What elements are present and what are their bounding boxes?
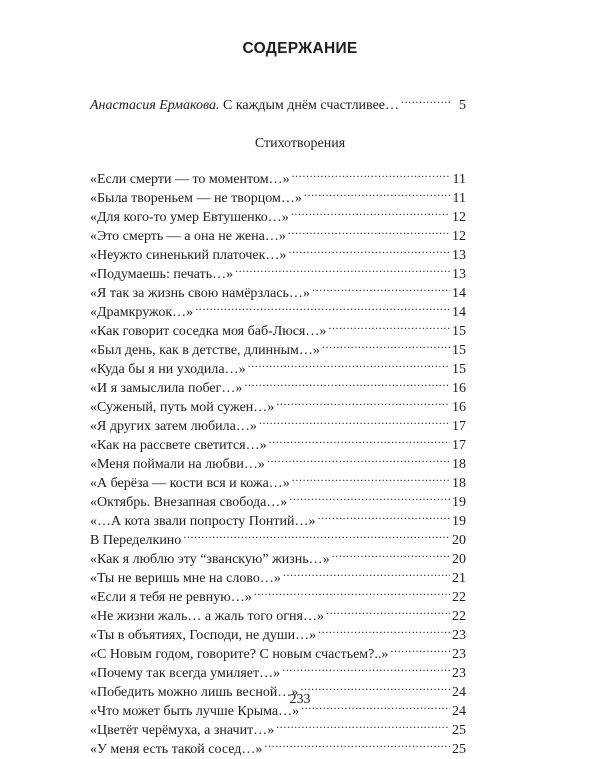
toc-entry-title: «Была твореньем — не творцом…» — [90, 191, 302, 206]
toc-entry-page: 24 — [452, 685, 466, 700]
toc-entry-title: «Октябрь. Внезапная свобода…» — [90, 495, 288, 510]
toc-entry-page: 12 — [452, 229, 466, 244]
toc-entry-title: «Что может быть лучше Крыма…» — [90, 704, 300, 719]
dot-leader — [326, 601, 450, 620]
toc-intro-entry — [90, 90, 466, 113]
toc-entry-page: 19 — [452, 514, 466, 529]
toc-entry-page: 22 — [452, 590, 466, 605]
toc-entry-title: «Неужто синенький платочек…» — [90, 248, 287, 263]
toc-intro-text: С каждым днём счастливее… — [223, 98, 399, 113]
dot-leader — [312, 278, 450, 297]
dot-leader — [291, 202, 450, 221]
dot-leader — [267, 449, 450, 468]
toc-entry-page: 12 — [452, 210, 466, 225]
toc-entry-page: 23 — [452, 666, 466, 681]
dot-leader — [235, 259, 450, 278]
toc-entry-title: «Ты не веришь мне на слово…» — [90, 571, 281, 586]
toc-entry-title: «У меня есть такой сосед…» — [90, 742, 263, 757]
toc-entry-title: «Победить можно лишь весной…» — [90, 685, 299, 700]
toc-entry-title: «И я замыслила побег…» — [90, 381, 243, 396]
toc-entry-title: «Почему так всегда умиляет…» — [90, 666, 281, 681]
toc-entry-title: «Суженый, путь мой сужен…» — [90, 400, 275, 415]
toc-entry-title: «Цветёт черёмуха, а значит…» — [90, 723, 275, 738]
dot-leader — [317, 506, 450, 525]
section-title: Стихотворения — [254, 136, 346, 151]
toc-entry-page: 11 — [452, 191, 466, 206]
dot-leader — [332, 544, 450, 563]
toc-entry-title: В Переделкино — [90, 533, 182, 548]
toc-entry-page: 22 — [452, 609, 466, 624]
toc-entry-title: «…А кота звали попросту Понтий…» — [90, 514, 316, 529]
toc-entry-title: «Для кого-то умер Евтушенко…» — [90, 210, 289, 225]
toc-entry-page: 11 — [452, 172, 466, 187]
toc-entry-title: «Это смерть — а она не жена…» — [90, 229, 286, 244]
toc-entry-page: 13 — [452, 248, 466, 263]
toc-entry-page: 14 — [452, 305, 466, 320]
dot-leader — [254, 582, 450, 601]
toc-entry-title: «Меня поймали на любви…» — [90, 457, 265, 472]
toc-entry-page: 16 — [452, 400, 466, 415]
toc-entry-page: 20 — [452, 533, 466, 548]
toc-entry-title: «Драмкружок…» — [90, 305, 194, 320]
toc-entry-page: 25 — [452, 723, 466, 738]
dot-leader — [318, 620, 450, 639]
dot-leader — [292, 164, 450, 183]
toc-entry-title: «Не жизни жаль… а жаль того огня…» — [90, 609, 324, 624]
toc-entry-title: «Я других затем любила…» — [90, 419, 257, 434]
toc-intro-page: 5 — [459, 98, 466, 113]
dot-leader — [288, 240, 450, 259]
dot-leader — [244, 373, 450, 392]
toc-entry-page: 16 — [452, 381, 466, 396]
toc-entry-title: «Был день, как в детстве, длинным…» — [90, 343, 320, 358]
dot-leader — [390, 639, 450, 658]
toc-entry-page: 18 — [452, 457, 466, 472]
dot-leader — [304, 183, 450, 202]
dot-leader — [328, 316, 450, 335]
toc-entry-page: 17 — [452, 438, 466, 453]
toc-entry-page: 15 — [452, 343, 466, 358]
dot-leader — [282, 658, 450, 677]
toc-entry-title: «А берёза — кости вся и кожа…» — [90, 476, 290, 491]
toc-entry-title: «Я так за жизнь свою намёрзлась…» — [90, 286, 310, 301]
toc-entry-page: 21 — [452, 571, 466, 586]
dot-leader — [264, 734, 450, 753]
dot-leader — [276, 392, 450, 411]
toc-entry-title: «Как на рассвете светится…» — [90, 438, 267, 453]
dot-leader — [292, 468, 450, 487]
toc-entry-title: «Как говорит соседка моя баб-Люся…» — [90, 324, 327, 339]
toc-entry-page: 25 — [452, 742, 466, 757]
toc-entry-page: 19 — [452, 495, 466, 510]
toc-entry-title: «Как я люблю эту “званскую” жизнь…» — [90, 552, 330, 567]
toc-entry-page: 13 — [452, 267, 466, 282]
dot-leader — [269, 430, 450, 449]
page-number: 233 — [289, 692, 311, 707]
toc-list — [90, 164, 466, 757]
toc-entry-title: «С Новым годом, говорите? С новым счастьем?..» — [90, 647, 389, 662]
dot-leader — [195, 297, 450, 316]
dot-leader — [283, 563, 450, 582]
dot-leader — [276, 715, 450, 734]
toc-intro-title — [90, 96, 399, 115]
toc-entry-page: 14 — [452, 286, 466, 301]
toc-entry-title: «Куда бы я ни уходила…» — [90, 362, 246, 377]
toc-entry-page: 20 — [452, 552, 466, 567]
dot-leader — [289, 487, 450, 506]
toc-entry-title: «Если смерти — то моментом…» — [90, 172, 290, 187]
dot-leader — [288, 221, 450, 240]
dot-leader — [322, 335, 450, 354]
toc-entry-page: 23 — [452, 647, 466, 662]
toc-entry — [90, 164, 466, 187]
page-title: СОДЕРЖАНИЕ — [242, 40, 358, 57]
toc-entry-page: 24 — [452, 704, 466, 719]
toc-entry-page: 18 — [452, 476, 466, 491]
dot-leader — [259, 411, 450, 430]
dot-leader — [183, 525, 450, 544]
toc-entry-title: «Подумаешь: печать…» — [90, 267, 234, 282]
dot-leader — [248, 354, 450, 373]
toc-intro-author: Анастасия Ермакова. — [90, 98, 220, 113]
toc-entry-title: «Если я тебя не ревную…» — [90, 590, 252, 605]
dot-leader — [401, 90, 450, 109]
toc-entry-title: «Ты в объятиях, Господи, не души…» — [90, 628, 317, 643]
toc-entry-page: 23 — [452, 628, 466, 643]
toc-entry-page: 15 — [452, 362, 466, 377]
toc-entry-page: 15 — [452, 324, 466, 339]
toc-entry-page: 17 — [452, 419, 466, 434]
